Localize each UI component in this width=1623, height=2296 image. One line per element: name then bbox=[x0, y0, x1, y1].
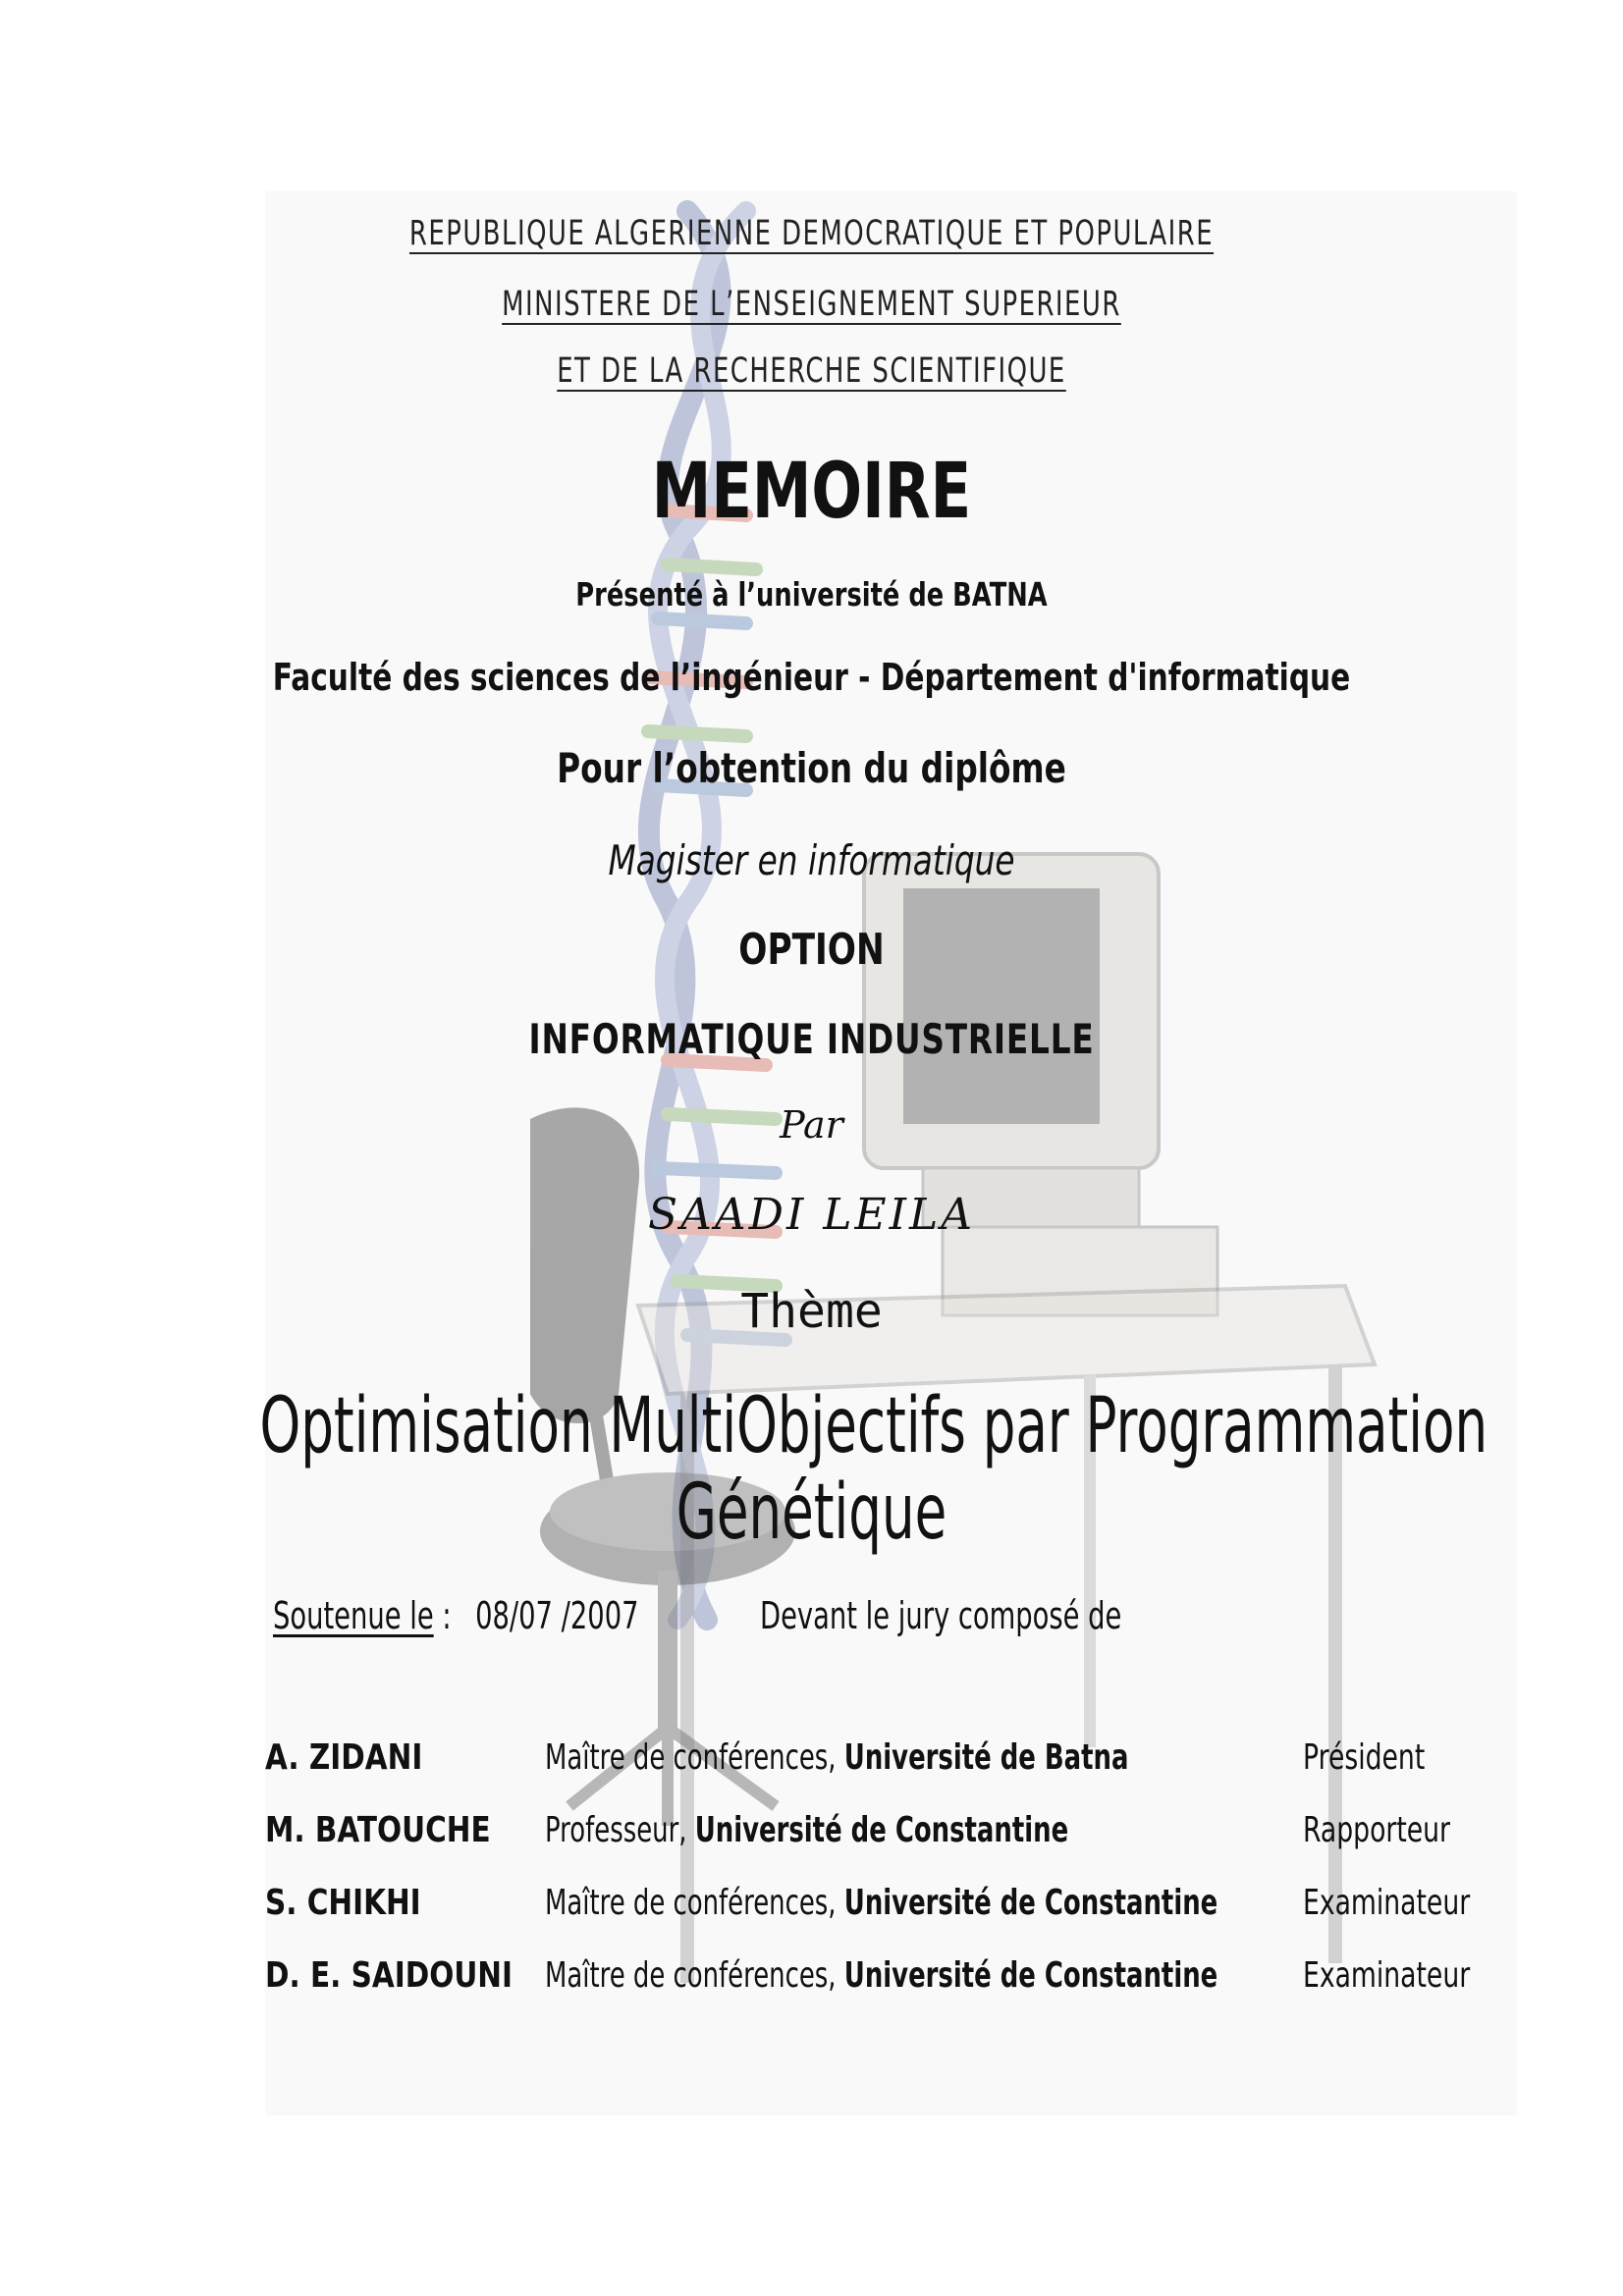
diploma-name: Magister en informatique bbox=[608, 836, 1015, 884]
option-label: OPTION bbox=[738, 925, 885, 975]
jury-intro: Devant le jury composé de bbox=[760, 1594, 1122, 1637]
header-research: ET DE LA RECHERCHE SCIENTIFIQUE bbox=[557, 351, 1066, 391]
diploma-intro: Pour l’obtention du diplôme bbox=[557, 744, 1066, 792]
jury-title: Maître de conférences, Université de Batna bbox=[545, 1737, 1129, 1778]
option-value: INFORMATIQUE INDUSTRIELLE bbox=[528, 1015, 1095, 1063]
defense-date: 08/07 /2007 bbox=[475, 1594, 639, 1637]
thesis-title-line2: Génétique bbox=[676, 1468, 947, 1557]
presented-at: Présenté à l’université de BATNA bbox=[575, 575, 1048, 614]
theme-label: Thème bbox=[740, 1284, 883, 1339]
author-name: SAADI LEILA bbox=[647, 1190, 976, 1240]
thesis-title-line1: Optimisation MultiObjectifs par Programmation bbox=[259, 1382, 1488, 1470]
jury-title: Maître de conférences, Université de Constantine bbox=[545, 1955, 1218, 1996]
defense-line bbox=[273, 1594, 639, 1637]
by-label: Par bbox=[780, 1103, 843, 1147]
jury-title: Maître de conférences, Université de Constantine bbox=[545, 1883, 1218, 1923]
jury-name: D. E. SAIDOUNI bbox=[265, 1955, 514, 1996]
jury-title: Professeur, Université de Constantine bbox=[545, 1810, 1069, 1850]
jury-role: Examinateur bbox=[1303, 1883, 1471, 1923]
document-title: MEMOIRE bbox=[651, 448, 972, 536]
jury-role: Examinateur bbox=[1303, 1955, 1471, 1996]
jury-role: Président bbox=[1303, 1737, 1426, 1778]
jury-role: Rapporteur bbox=[1303, 1810, 1451, 1850]
jury-name: M. BATOUCHE bbox=[265, 1810, 491, 1850]
defense-label: Soutenue le bbox=[273, 1594, 434, 1637]
jury-name: S. CHIKHI bbox=[265, 1883, 421, 1923]
defense-separator: : bbox=[433, 1594, 452, 1637]
jury-name: A. ZIDANI bbox=[265, 1737, 423, 1778]
header-ministry: MINISTERE DE L’ENSEIGNEMENT SUPERIEUR bbox=[502, 285, 1121, 324]
faculty-line: Faculté des sciences de l’ingénieur - Département d'informatique bbox=[272, 656, 1351, 699]
header-republic: REPUBLIQUE ALGERIENNE DEMOCRATIQUE ET POPULAIRE bbox=[408, 214, 1215, 253]
